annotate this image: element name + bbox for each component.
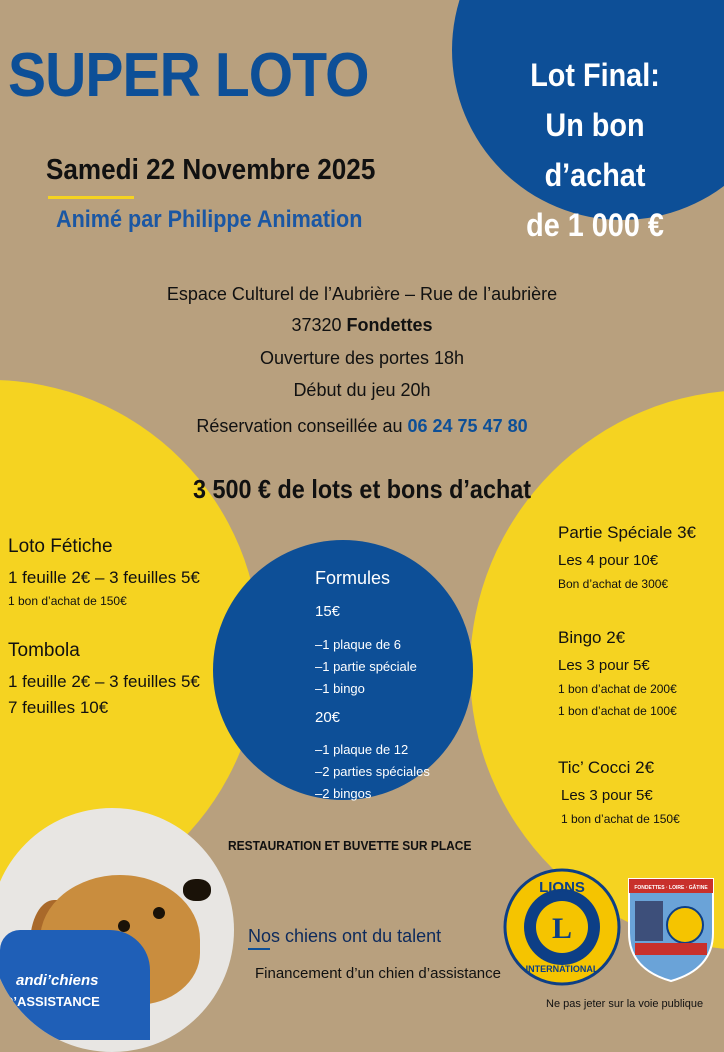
restauration-text: RESTAURATION ET BUVETTE SUR PLACE xyxy=(228,838,472,853)
formule-20-price: 20€ xyxy=(315,709,341,726)
tic-cocci-block xyxy=(558,758,680,826)
lot-final-line2: Un bon d’achat xyxy=(544,107,646,193)
vest-subtext: D’ASSISTANCE xyxy=(4,994,100,1009)
talent-underline xyxy=(248,948,270,950)
list-item: –1 partie spéciale xyxy=(315,659,417,674)
talent-text: Nos chiens ont du talent xyxy=(248,926,442,946)
financement-text: Financement d’un chien d’assistance xyxy=(255,965,501,982)
fetiche-title: Loto Fétiche xyxy=(8,536,113,557)
dog-eye xyxy=(118,920,130,932)
tombola-title: Tombola xyxy=(8,640,80,661)
speciale-price: Les 4 pour 10€ xyxy=(558,552,659,569)
lions-logo xyxy=(503,868,621,986)
dog-nose xyxy=(183,879,211,901)
list-item: –1 plaque de 12 xyxy=(315,742,409,757)
reservation-line xyxy=(120,416,604,437)
speciale-title: Partie Spéciale 3€ xyxy=(558,523,696,542)
ne-pas-jeter-text: Ne pas jeter sur la voie publique xyxy=(546,998,704,1010)
postcode: 37320 xyxy=(291,315,342,335)
lot-final-line1: Lot Final: xyxy=(530,57,660,93)
animator-text: Animé par Philippe Animation xyxy=(56,206,363,233)
tombola-price2: 7 feuilles 10€ xyxy=(8,698,109,717)
vest-brand: andi’chiens xyxy=(16,972,99,989)
bingo-price: Les 3 pour 5€ xyxy=(558,657,650,674)
lions-top-text: LIONS xyxy=(539,879,585,896)
fetiche-price: 1 feuille 2€ – 3 feuilles 5€ xyxy=(8,568,200,587)
prizes-total: 3 500 € de lots et bons d’achat xyxy=(192,474,532,504)
formule-15-price: 15€ xyxy=(315,603,341,620)
tic-price: Les 3 pour 5€ xyxy=(561,787,653,804)
crest-text: FONDETTES · LOIRE · GÂTINE xyxy=(634,885,708,891)
partie-speciale-block xyxy=(558,523,696,591)
bingo-block xyxy=(558,628,677,718)
page-title: SUPER LOTO xyxy=(8,41,369,110)
event-date: Samedi 22 Novembre 2025 xyxy=(46,154,376,186)
formule-20-list xyxy=(315,739,430,805)
formules-title: Formules xyxy=(315,568,391,588)
city-name: Fondettes xyxy=(346,315,433,335)
tic-prize: 1 bon d’achat de 150€ xyxy=(561,812,680,826)
lions-bottom-text: INTERNATIONAL xyxy=(525,964,599,974)
dog-eye xyxy=(153,907,165,919)
speciale-prize: Bon d’achat de 300€ xyxy=(558,577,669,591)
bingo-title: Bingo 2€ xyxy=(558,628,626,647)
list-item: –2 bingos xyxy=(315,786,372,801)
bingo-prize1: 1 bon d’achat de 200€ xyxy=(558,682,677,696)
dog-photo xyxy=(0,808,234,1052)
list-item: –1 plaque de 6 xyxy=(315,637,402,652)
date-underline xyxy=(48,196,134,199)
list-item: –1 bingo xyxy=(315,681,365,696)
city-line xyxy=(120,315,604,336)
fondettes-crest xyxy=(625,873,717,983)
lot-final-line3: de 1 000 € xyxy=(526,207,664,243)
list-item: –2 parties spéciales xyxy=(315,764,430,779)
venue-text: Espace Culturel de l’Aubrière – Rue de l’aubrière xyxy=(166,284,558,304)
tombola-price1: 1 feuille 2€ – 3 feuilles 5€ xyxy=(8,672,200,691)
lot-final-text xyxy=(492,50,699,250)
doors-text: Ouverture des portes 18h xyxy=(259,348,465,368)
reservation-text: Réservation conseillée au xyxy=(196,416,403,436)
bingo-prize2: 1 bon d’achat de 100€ xyxy=(558,704,677,718)
lions-letter: L xyxy=(551,912,573,945)
start-text: Début du jeu 20h xyxy=(293,380,431,400)
tombola-block xyxy=(8,640,200,718)
formule-15-list xyxy=(315,634,417,700)
phone-number[interactable]: 06 24 75 47 80 xyxy=(407,416,528,436)
loto-fetiche-block xyxy=(8,536,200,608)
fetiche-prize: 1 bon d’achat de 150€ xyxy=(8,594,127,608)
tic-title: Tic’ Cocci 2€ xyxy=(558,758,655,777)
